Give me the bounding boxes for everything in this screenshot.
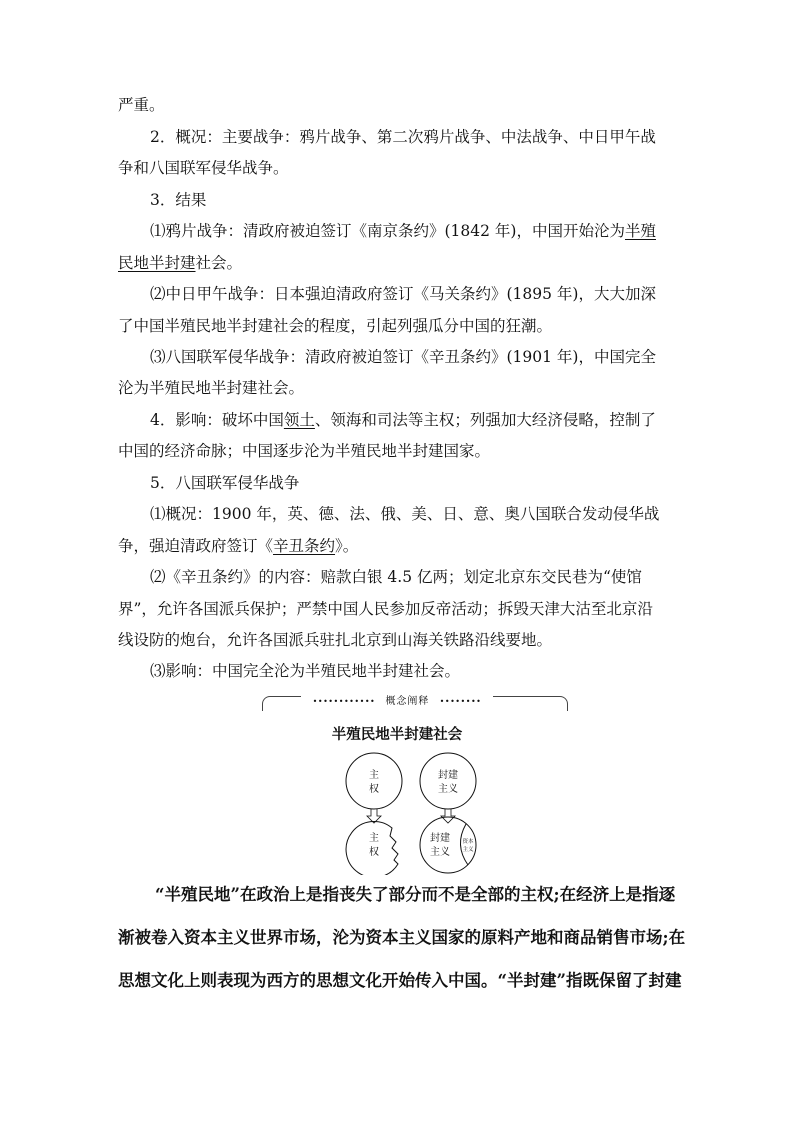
text: 2．概况：主要战争：鸦片战争、第二次鸦片战争、中法战争、中日甲午战: [150, 128, 656, 146]
text-line: [150, 661, 460, 681]
heading-results: [150, 190, 206, 210]
sovereignty-bottom-label: 权: [369, 784, 379, 795]
text: 线设防的炮台，允许各国派兵驻扎北京到山海关铁路沿线要地。: [118, 631, 553, 649]
text-line: [118, 316, 552, 336]
capital-label-top: 资本: [462, 839, 474, 845]
underlined-term: 领土: [283, 411, 315, 429]
feudal-top-label: 封建: [438, 770, 458, 781]
dot-ornament: ••••••••••••: [307, 697, 382, 706]
broken-sovereignty-bottom-label: 权: [369, 847, 379, 858]
text: 了中国半殖民地半封建社会的程度，引起列强瓜分中国的狂潮。: [118, 317, 553, 335]
capital-label-bottom: 主义: [462, 847, 474, 853]
text: 社会。: [195, 254, 243, 272]
text-line: [150, 284, 656, 304]
text: 》。: [335, 537, 359, 555]
concept-label-inner: [301, 696, 494, 707]
diagram-title: 半殖民地半封建社会: [331, 727, 463, 743]
text-line: [118, 253, 242, 273]
text: 界”，允许各国派兵保护；严禁中国人民参加反帝活动；拆毁天津大沽至北京沿: [118, 600, 653, 618]
text: 、领海和司法等主权；列强加大经济侵略，控制了: [314, 411, 656, 429]
feudal-circle: [420, 753, 476, 809]
text: ⑶影响：中国完全沦为半殖民地半封建社会。: [150, 662, 461, 680]
explanation-line: “半殖民地”在政治上是指丧失了部分而不是全部的主权;在经济上是指逐: [155, 885, 676, 904]
text-line: [150, 567, 642, 587]
text: ⑵中日甲午战争：日本强迫清政府签订《马关条约》(1895 年)，大大加深: [150, 285, 656, 303]
text-line: [118, 536, 358, 556]
text-line: [118, 158, 289, 178]
text: 中国的经济命脉；中国逐步沦为半殖民地半封建国家。: [118, 442, 491, 460]
text-line: [150, 504, 659, 524]
broken-sovereignty-top-label: 主: [369, 833, 379, 844]
concept-label: [0, 689, 794, 708]
sovereignty-top-label: 主: [369, 770, 379, 781]
text-line: [150, 127, 656, 147]
text-line: [118, 630, 552, 650]
arrow-down-icon: [441, 809, 455, 823]
text: 5．八国联军侵华战争: [150, 474, 300, 492]
text-line: [118, 95, 165, 115]
text: ⑴鸦片战争：清政府被迫签订《南京条约》(1842 年)，中国开始沦为: [150, 222, 625, 240]
text: ⑶八国联军侵华战争：清政府被迫签订《辛丑条约》(1901 年)，中国完全: [150, 348, 656, 366]
heading-eight-nation: [150, 473, 299, 493]
dot-ornament: ••••••••: [434, 697, 488, 706]
text-line: [118, 441, 490, 461]
explanation-line: 渐被卷入资本主义世界市场，沦为资本主义国家的原料产地和商品销售市场;在: [118, 928, 686, 947]
text-line: [118, 378, 304, 398]
feudal-bottom-label: 主义: [430, 847, 450, 858]
text: ⑴概况：1900 年，英、德、法、俄、美、日、意、奥八国联合发动侵华战: [150, 505, 660, 523]
underlined-term: 辛丑条约: [273, 537, 336, 555]
text: 沦为半殖民地半封建社会。: [118, 379, 305, 397]
feudal-bottom-label: 主义: [438, 784, 458, 795]
semi-colonial-diagram: [340, 750, 490, 875]
text-line: [150, 221, 656, 241]
arrow-down-icon: [367, 809, 381, 823]
text: 争和八国联军侵华战争。: [118, 159, 289, 177]
underlined-term: 半殖: [624, 222, 656, 240]
underlined-term: 民地半封建: [118, 254, 196, 272]
text-line: [150, 410, 656, 430]
text: 3．结果: [150, 191, 207, 209]
feudal-top-label: 封建: [430, 833, 450, 844]
text: ⑵《辛丑条约》的内容：赔款白银 4.5 亿两；划定北京东交民巷为“使馆: [150, 568, 642, 586]
text-line: [118, 599, 653, 619]
explanation-line: 思想文化上则表现为西方的思想文化开始传入中国。“半封建”指既保留了封建: [118, 971, 682, 990]
text-line: [150, 347, 656, 367]
text: 严重。: [118, 96, 165, 114]
text: 争，强迫清政府签订《: [118, 537, 274, 555]
sovereignty-circle: [346, 753, 402, 809]
label-text: 概念阐释: [385, 696, 430, 707]
text: 4．影响：破坏中国: [150, 411, 284, 429]
